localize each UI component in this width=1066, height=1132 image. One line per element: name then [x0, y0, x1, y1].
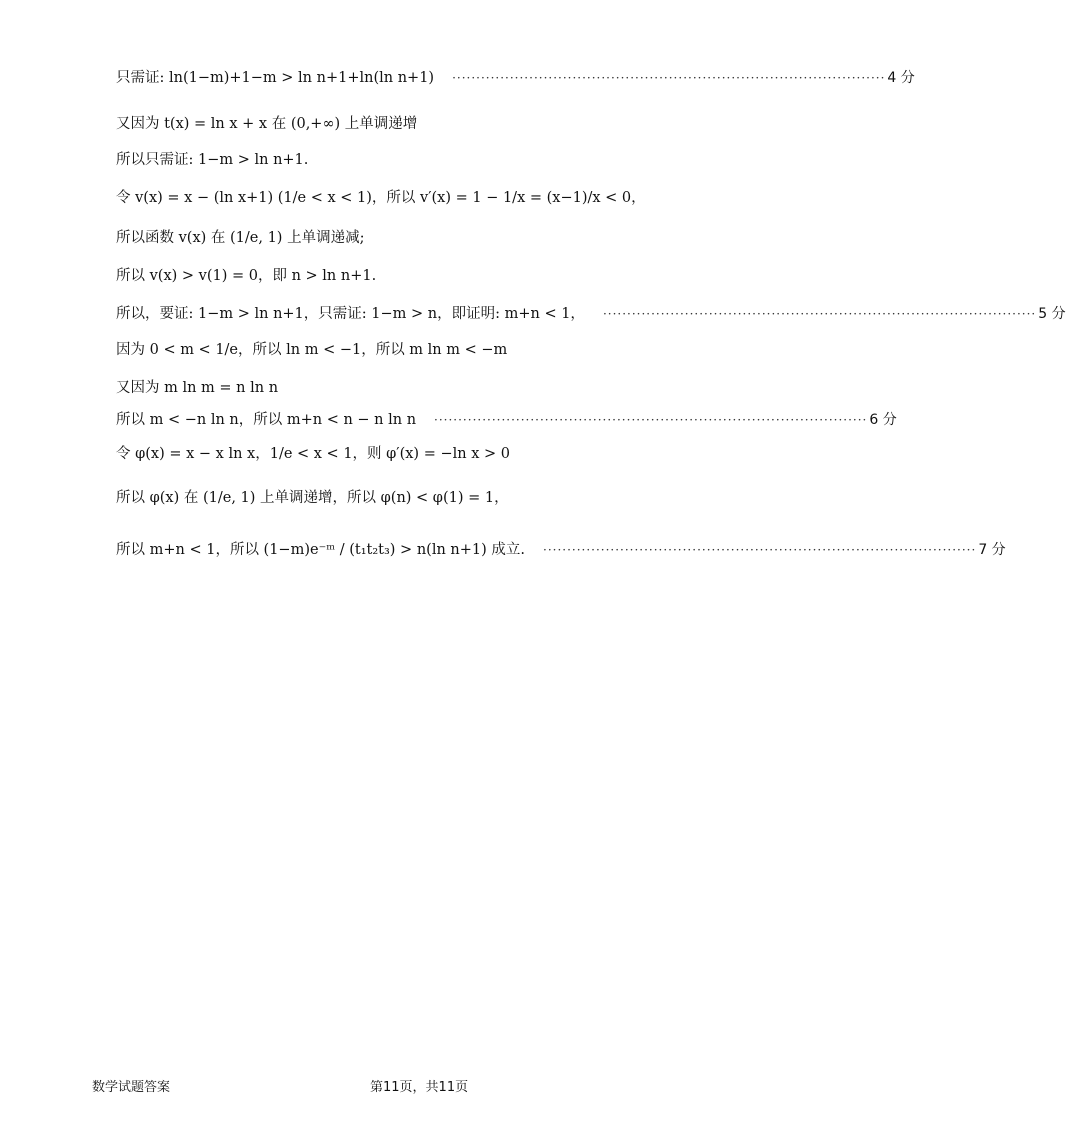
line-text: 所以 m+n < 1，所以 (1−m)e⁻ᵐ / (t₁t₂t₃) > n(ln n+1) 成立.: [116, 542, 525, 558]
leader-dots: ··························································································: [543, 543, 977, 557]
solution-line-10: [116, 410, 897, 430]
line-text: 令 φ(x) = x − x ln x，1/e < x < 1，则 φ′(x) = −ln x > 0: [116, 446, 510, 462]
solution-line-11: [116, 444, 706, 464]
solution-line-9: [116, 378, 706, 398]
footer-page-number: 第11页，共11页: [370, 1080, 469, 1095]
leader-dots: ··························································································: [602, 307, 1037, 321]
footer-doc-title: 数学试题答案: [92, 1080, 171, 1095]
solution-line-1: [116, 68, 915, 88]
line-text: 所以 m < −n ln n，所以 m+n < n − n ln n: [116, 412, 417, 428]
line-text: 又因为 t(x) = ln x + x 在 (0,+∞) 上单调递增: [116, 116, 418, 132]
line-text: 所以只需证: 1−m > ln n+1.: [116, 152, 309, 168]
line-text: 所以 φ(x) 在 (1/e, 1) 上单调递增，所以 φ(n) < φ(1) = 1，: [116, 490, 509, 506]
line-text: 所以 v(x) > v(1) = 0，即 n > ln n+1.: [116, 268, 377, 284]
solution-line-5: [116, 228, 706, 248]
solution-line-6: [116, 266, 706, 286]
line-text: 只需证: ln(1−m)+1−m > ln n+1+ln(ln n+1): [116, 70, 435, 86]
solution-line-12: [116, 488, 706, 508]
score-label: 7 分: [978, 542, 1006, 558]
leader-dots: ··························································································: [434, 413, 868, 427]
score-label: 5 分: [1038, 306, 1066, 322]
solution-line-2: [116, 114, 706, 134]
line-text: 所以，要证: 1−m > ln n+1，只需证: 1−m > n，即证明: m+n < 1，: [116, 306, 585, 322]
score-label: 6 分: [869, 412, 897, 428]
score-label: 4 分: [887, 70, 915, 86]
line-text: 又因为 m ln m = n ln n: [116, 380, 279, 396]
line-text: 令 v(x) = x − (ln x+1) (1/e < x < 1)，所以 v′(x) = 1 − 1/x = (x−1)/x < 0，: [116, 190, 646, 206]
solution-line-7: [116, 304, 1066, 324]
leader-dots: ··························································································: [452, 71, 886, 85]
solution-line-8: [116, 340, 706, 360]
solution-line-4: [116, 188, 706, 208]
solution-line-3: [116, 150, 706, 170]
solution-line-13: [116, 540, 1006, 560]
line-text: 所以函数 v(x) 在 (1/e, 1) 上单调递减;: [116, 230, 365, 246]
line-text: 因为 0 < m < 1/e，所以 ln m < −1，所以 m ln m < −m: [116, 342, 508, 358]
